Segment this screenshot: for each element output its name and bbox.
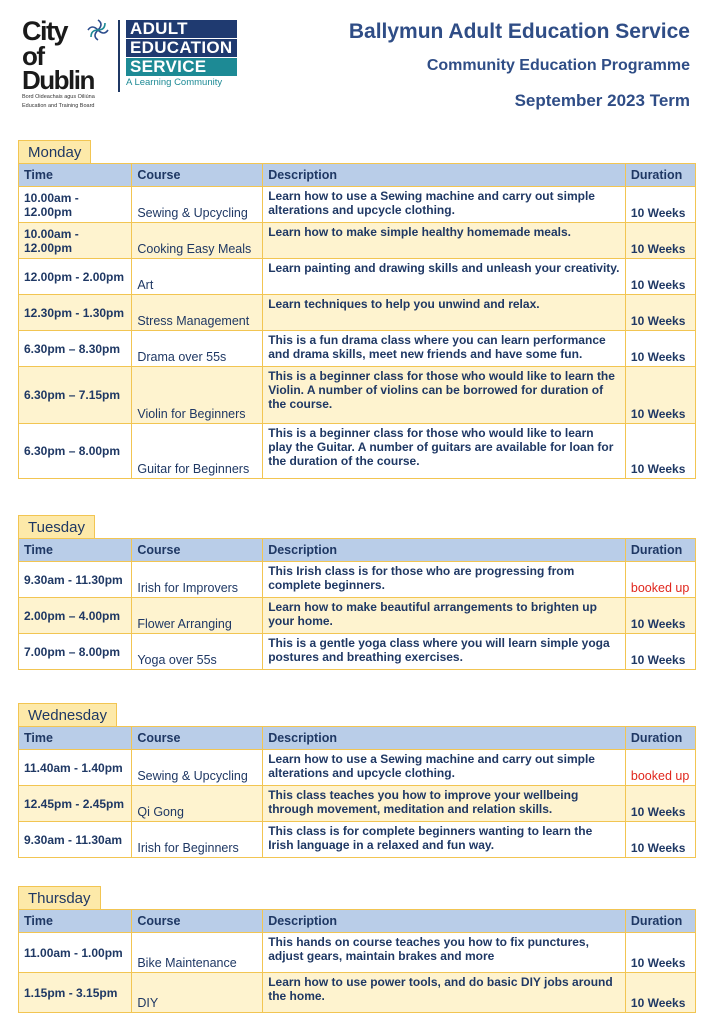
header-titles xyxy=(349,18,690,112)
column-header-description: Description xyxy=(263,539,626,562)
description-cell: Learn techniques to help you unwind and relax. xyxy=(263,295,626,331)
description-cell: Learn how to use power tools, and do basic DIY jobs around the home. xyxy=(263,973,626,1013)
table-row xyxy=(19,598,696,634)
time-cell: 2.00pm – 4.00pm xyxy=(19,598,132,634)
table-row xyxy=(19,259,696,295)
table-row xyxy=(19,367,696,424)
column-header-duration: Duration xyxy=(625,539,695,562)
logo-sub1: Bord Oideachais agus Oiliúna xyxy=(22,94,95,100)
course-cell: Sewing & Upcycling xyxy=(132,750,263,786)
table-header-row xyxy=(19,727,696,750)
duration-cell: 10 Weeks xyxy=(625,223,695,259)
description-cell: This hands on course teaches you how to fix punctures, adjust gears, maintain brakes and more xyxy=(263,933,626,973)
table-row xyxy=(19,822,696,858)
course-cell: Stress Management xyxy=(132,295,263,331)
table-header-row xyxy=(19,910,696,933)
column-header-course: Course xyxy=(132,539,263,562)
day-section-0 xyxy=(18,140,696,479)
column-header-duration: Duration xyxy=(625,727,695,750)
table-row xyxy=(19,750,696,786)
day-heading: Wednesday xyxy=(18,703,117,726)
column-header-course: Course xyxy=(132,164,263,187)
duration-cell: 10 Weeks xyxy=(625,367,695,424)
logo-aes-line3: SERVICE xyxy=(126,58,237,76)
duration-cell: 10 Weeks xyxy=(625,598,695,634)
table-row xyxy=(19,634,696,670)
description-cell: This is a beginner class for those who would like to learn the Violin. A number of violins can be borrowed for duration of the course. xyxy=(263,367,626,424)
column-header-description: Description xyxy=(263,164,626,187)
time-cell: 7.00pm – 8.00pm xyxy=(19,634,132,670)
time-cell: 1.15pm - 3.15pm xyxy=(19,973,132,1013)
time-cell: 6.30pm – 8.00pm xyxy=(19,424,132,479)
column-header-time: Time xyxy=(19,164,132,187)
column-header-time: Time xyxy=(19,910,132,933)
day-section-1 xyxy=(18,515,696,670)
day-section-3 xyxy=(18,886,696,1013)
description-cell: Learn how to use a Sewing machine and carry out simple alterations and upcycle clothing. xyxy=(263,187,626,223)
course-cell: Cooking Easy Meals xyxy=(132,223,263,259)
time-cell: 11.00am - 1.00pm xyxy=(19,933,132,973)
course-table xyxy=(18,909,696,1013)
course-cell: Guitar for Beginners xyxy=(132,424,263,479)
course-cell: DIY xyxy=(132,973,263,1013)
logo-aes-line1: ADULT xyxy=(126,20,237,38)
day-heading: Monday xyxy=(18,140,91,163)
table-row xyxy=(19,223,696,259)
logo-tagline: A Learning Community xyxy=(126,77,223,88)
course-table xyxy=(18,163,696,479)
table-row xyxy=(19,295,696,331)
course-cell: Drama over 55s xyxy=(132,331,263,367)
time-cell: 11.40am - 1.40pm xyxy=(19,750,132,786)
table-row xyxy=(19,933,696,973)
term-label: September 2023 Term xyxy=(514,91,690,110)
description-cell: Learn how to make beautiful arrangements to brighten up your home. xyxy=(263,598,626,634)
duration-cell: 10 Weeks xyxy=(625,187,695,223)
table-row xyxy=(19,424,696,479)
day-section-2 xyxy=(18,703,696,858)
duration-cell: 10 Weeks xyxy=(625,933,695,973)
course-cell: Bike Maintenance xyxy=(132,933,263,973)
table-row xyxy=(19,786,696,822)
course-table xyxy=(18,726,696,858)
table-row xyxy=(19,331,696,367)
description-cell: This class teaches you how to improve your wellbeing through movement, meditation and relation skills. xyxy=(263,786,626,822)
duration-cell: 10 Weeks xyxy=(625,295,695,331)
description-cell: This Irish class is for those who are progressing from complete beginners. xyxy=(263,562,626,598)
table-row xyxy=(19,187,696,223)
duration-cell: 10 Weeks xyxy=(625,331,695,367)
duration-cell: 10 Weeks xyxy=(625,424,695,479)
page-title: Ballymun Adult Education Service xyxy=(348,20,690,43)
course-cell: Sewing & Upcycling xyxy=(132,187,263,223)
time-cell: 9.30am - 11.30pm xyxy=(19,562,132,598)
logo-of-dublin: of Dublin xyxy=(22,41,94,95)
table-row xyxy=(19,973,696,1013)
time-cell: 9.30am - 11.30am xyxy=(19,822,132,858)
time-cell: 12.00pm - 2.00pm xyxy=(19,259,132,295)
duration-cell: 10 Weeks xyxy=(625,259,695,295)
description-cell: Learn how to make simple healthy homemade meals. xyxy=(263,223,626,259)
column-header-time: Time xyxy=(19,539,132,562)
adult-education-service-logo xyxy=(126,20,237,88)
duration-cell: 10 Weeks xyxy=(625,634,695,670)
booked-up-status: booked up xyxy=(625,750,695,786)
course-cell: Qi Gong xyxy=(132,786,263,822)
day-heading: Thursday xyxy=(18,886,101,909)
swirl-icon xyxy=(86,18,110,42)
logo-divider xyxy=(118,20,120,92)
column-header-description: Description xyxy=(263,910,626,933)
logo-city: City xyxy=(22,16,68,46)
course-cell: Art xyxy=(132,259,263,295)
table-header-row xyxy=(19,164,696,187)
course-table xyxy=(18,538,696,670)
page-subtitle: Community Education Programme xyxy=(426,57,690,74)
course-cell: Flower Arranging xyxy=(132,598,263,634)
description-cell: This is a gentle yoga class where you will learn simple yoga postures and breathing exercises. xyxy=(263,634,626,670)
time-cell: 10.00am - 12.00pm xyxy=(19,223,132,259)
course-cell: Irish for Improvers xyxy=(132,562,263,598)
column-header-time: Time xyxy=(19,727,132,750)
day-heading: Tuesday xyxy=(18,515,95,538)
logo-aes-line2: EDUCATION xyxy=(126,39,237,57)
course-cell: Irish for Beginners xyxy=(132,822,263,858)
column-header-duration: Duration xyxy=(625,910,695,933)
time-cell: 12.30pm - 1.30pm xyxy=(19,295,132,331)
description-cell: Learn how to use a Sewing machine and carry out simple alterations and upcycle clothing. xyxy=(263,750,626,786)
column-header-course: Course xyxy=(132,727,263,750)
description-cell: This is a fun drama class where you can learn performance and drama skills, meet new friends and have some fun. xyxy=(263,331,626,367)
table-row xyxy=(19,562,696,598)
logo xyxy=(22,14,252,109)
column-header-course: Course xyxy=(132,910,263,933)
description-cell: This class is for complete beginners wanting to learn the Irish language in a relaxed and fun way. xyxy=(263,822,626,858)
time-cell: 6.30pm – 7.15pm xyxy=(19,367,132,424)
table-header-row xyxy=(19,539,696,562)
course-cell: Violin for Beginners xyxy=(132,367,263,424)
description-cell: Learn painting and drawing skills and unleash your creativity. xyxy=(263,259,626,295)
time-cell: 12.45pm - 2.45pm xyxy=(19,786,132,822)
course-cell: Yoga over 55s xyxy=(132,634,263,670)
duration-cell: 10 Weeks xyxy=(625,786,695,822)
time-cell: 10.00am - 12.00pm xyxy=(19,187,132,223)
booked-up-status: booked up xyxy=(625,562,695,598)
duration-cell: 10 Weeks xyxy=(625,973,695,1013)
description-cell: This is a beginner class for those who would like to learn play the Guitar. A number of guitars are available for loan for the duration of the course. xyxy=(263,424,626,479)
logo-sub2: Education and Training Board xyxy=(22,102,95,109)
column-header-duration: Duration xyxy=(625,164,695,187)
column-header-description: Description xyxy=(263,727,626,750)
duration-cell: 10 Weeks xyxy=(625,822,695,858)
time-cell: 6.30pm – 8.30pm xyxy=(19,331,132,367)
